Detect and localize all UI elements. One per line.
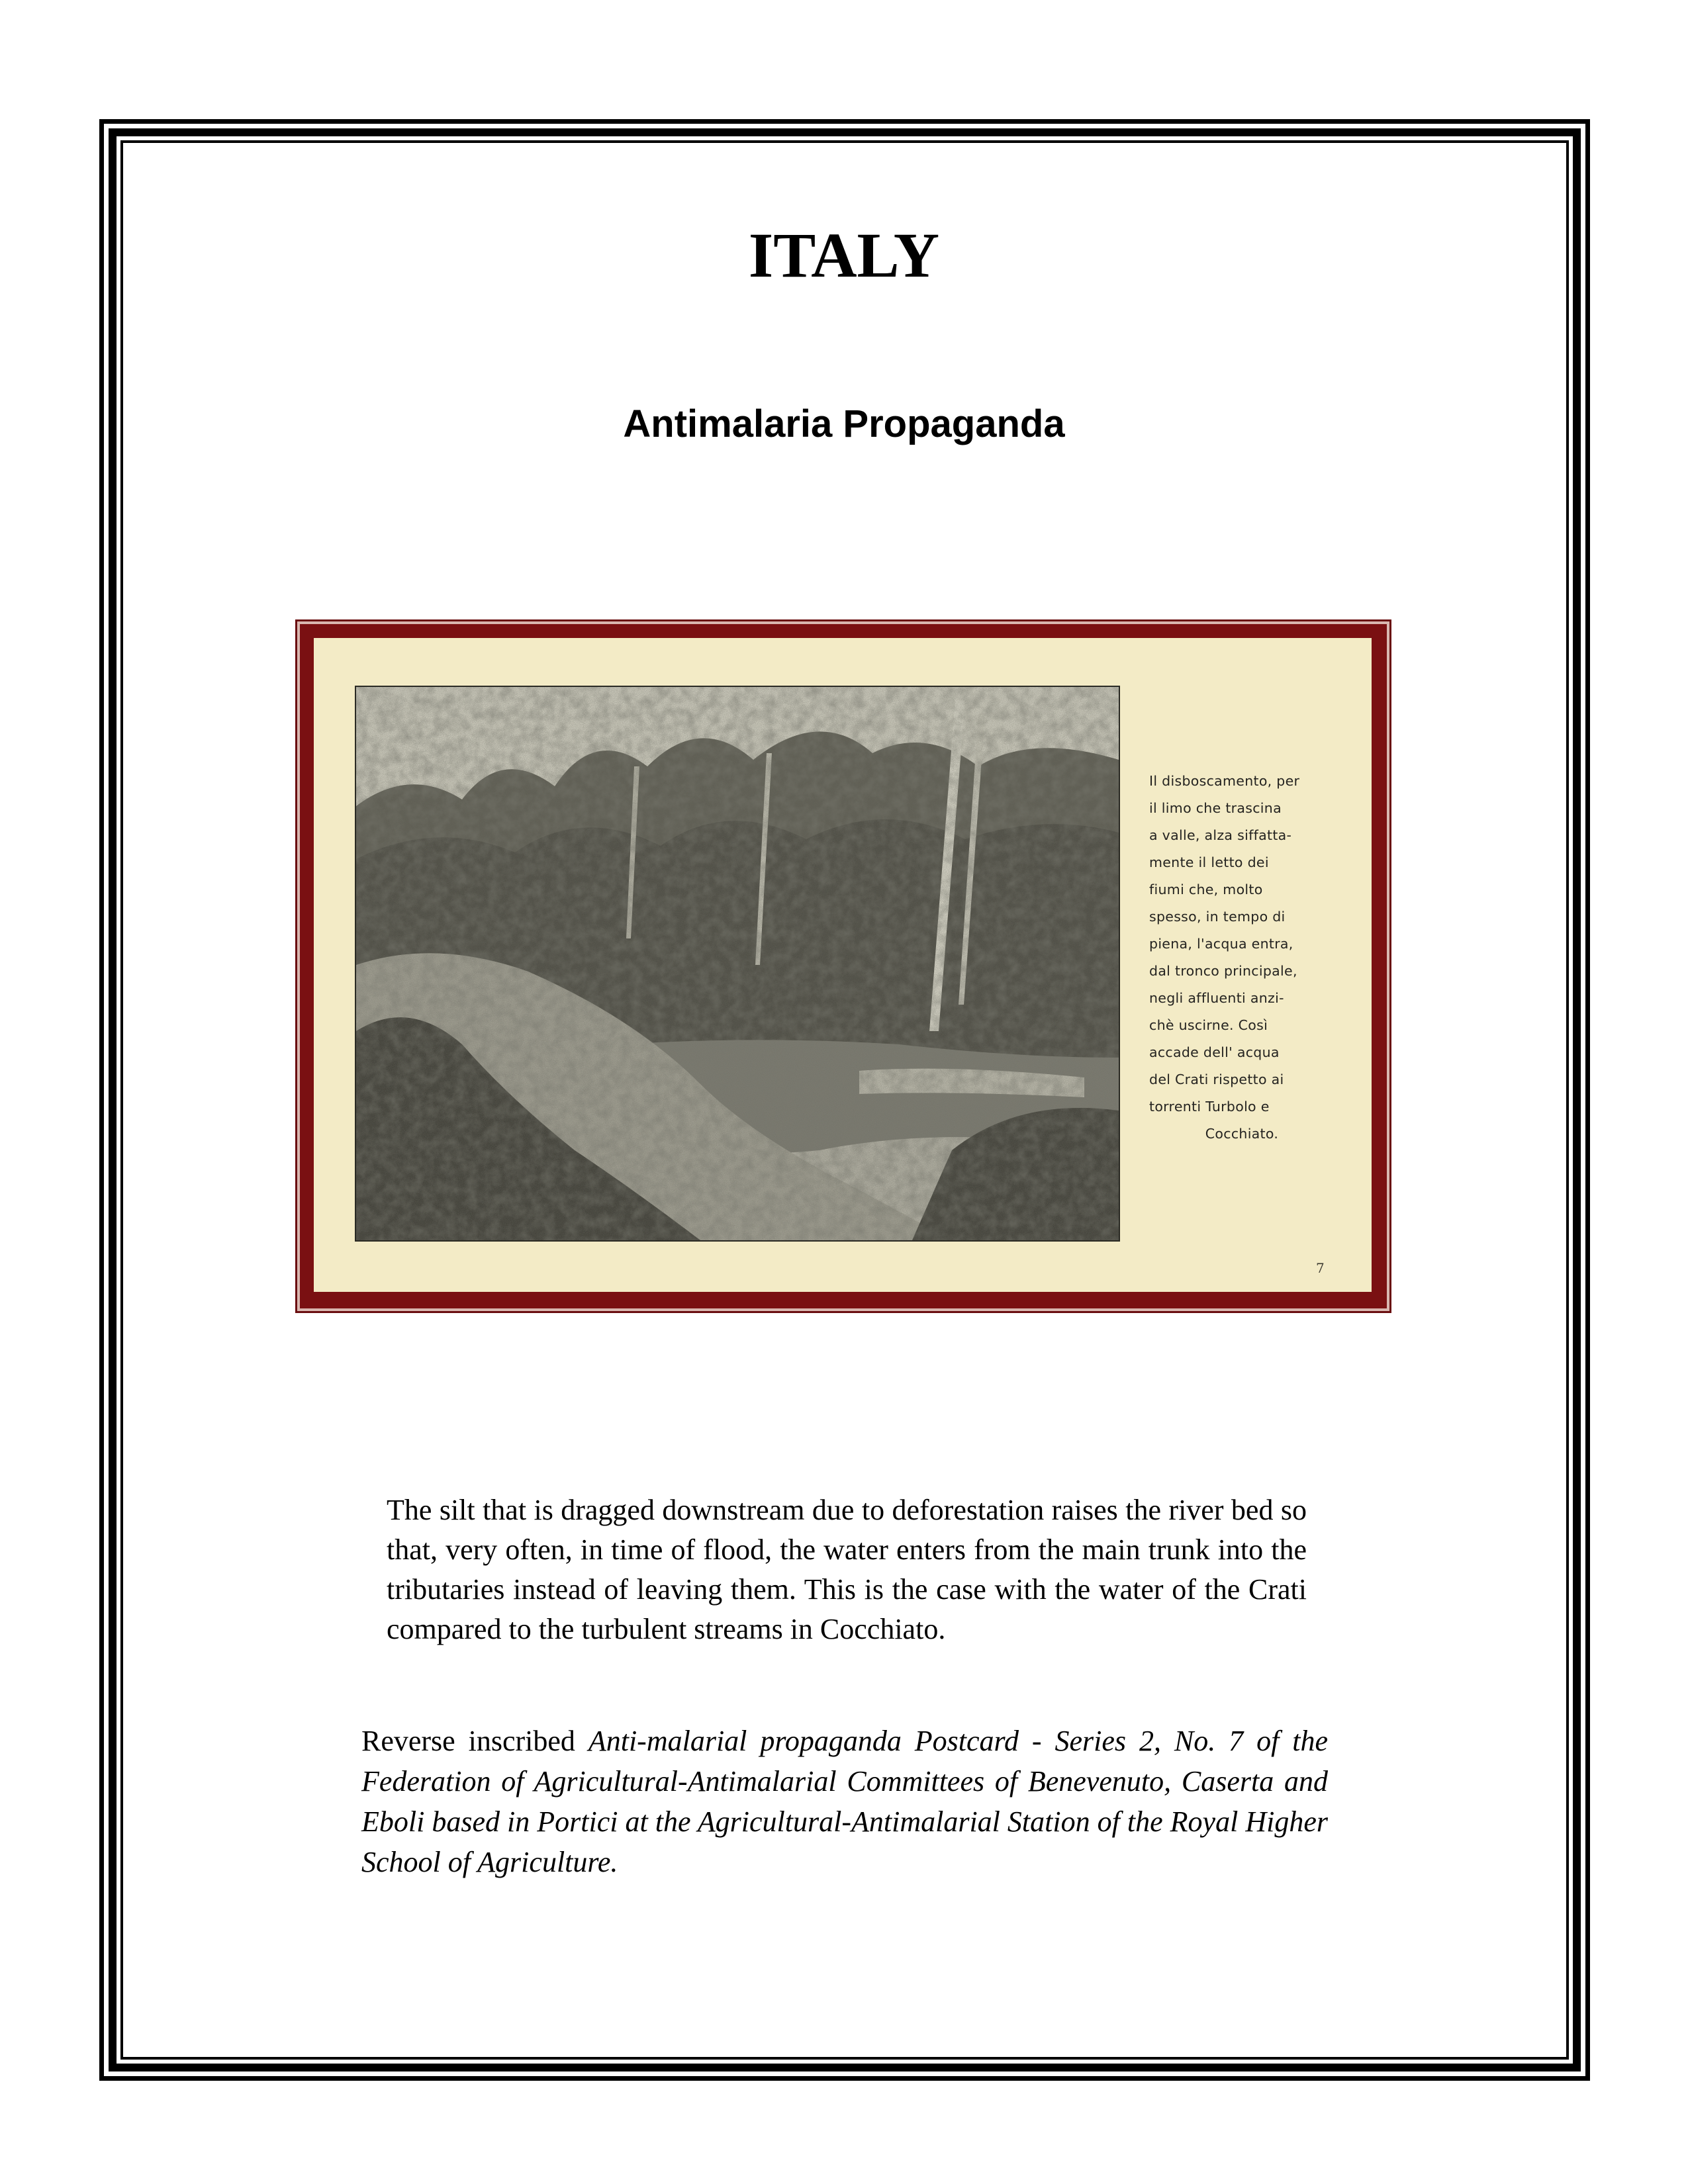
caption-line: accade dell' acqua [1149,1044,1280,1060]
caption-line: Cocchiato. [1205,1126,1279,1142]
caption-line: Il disboscamento, per [1149,773,1300,789]
page-title: ITALY [748,220,940,291]
caption-line: negli affluenti anzi- [1149,990,1284,1006]
caption-line: fiumi che, molto [1149,882,1263,897]
reverse-note-paragraph [361,1721,1328,1882]
postcard-number: 7 [1316,1260,1325,1276]
caption-line: a valle, alza siffatta- [1149,827,1292,843]
page-subtitle: Antimalaria Propaganda [623,402,1065,445]
caption-line: il limo che trascina [1149,800,1282,816]
caption-line: mente il letto dei [1149,854,1269,870]
postcard [314,638,1372,1292]
postcard-photo-river-landscape [355,686,1120,1242]
translation-paragraph: The silt that is dragged downstream due to deforestation raises the river bed so that, very often, in time of flood, the water enters from the main trunk into the tributaries instead of leaving them. This is the case with the water of the Crati compared to the turbulent streams in Cocchiato. [387,1494,1307,1645]
reverse-note-italic: Anti-malarial propaganda Postcard - Series 2, No. 7 of the Federation of Agricultural-Antimalarial Committees of Benevenuto, Caserta and Eboli based in Portici at the Agricultural-Antimalarial Station of the Royal Higher School of Agriculture. [361,1725,1329,1878]
reverse-note-prefix: Reverse inscribed [361,1725,588,1757]
caption-line: torrenti Turbolo e [1149,1099,1270,1115]
caption-line: dal tronco principale, [1149,963,1297,979]
caption-line: piena, l'acqua entra, [1149,936,1293,952]
caption-line: chè uscirne. Così [1149,1017,1268,1033]
caption-line: spesso, in tempo di [1149,909,1286,925]
postcard-caption [1149,768,1335,1148]
caption-line: del Crati rispetto ai [1149,1071,1284,1087]
